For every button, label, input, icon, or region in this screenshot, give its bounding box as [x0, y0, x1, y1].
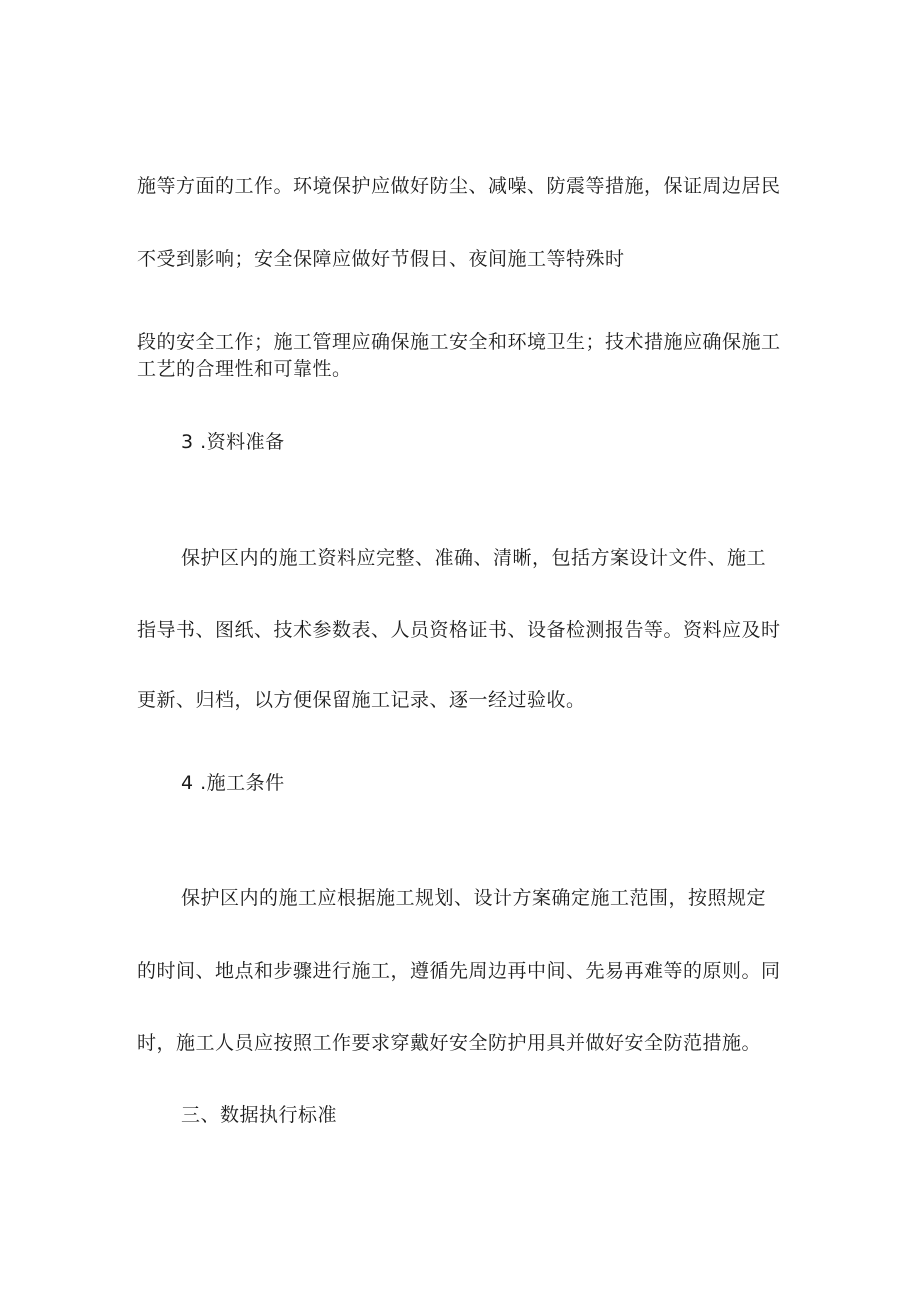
section-heading-3: 3 .资料准备 [181, 431, 285, 453]
paragraph-line: 时，施工人员应按照工作要求穿戴好安全防护用具并做好安全防范措施。 [137, 1032, 762, 1054]
paragraph-line: 更新、归档，以方便保留施工记录、逐一经过验收。 [137, 689, 586, 711]
paragraph-line: 不受到影响；安全保障应做好节假日、夜间施工等特殊时 [137, 248, 625, 270]
paragraph-line: 施等方面的工作。环境保护应做好防尘、减噪、防震等措施，保证周边居民 [137, 175, 781, 197]
chapter-heading-3: 三、数据执行标准 [181, 1104, 338, 1126]
paragraph-line: 工艺的合理性和可靠性。 [137, 358, 352, 380]
paragraph-line: 保护区内的施工资料应完整、准确、清晰，包括方案设计文件、施工 [181, 547, 767, 569]
paragraph-line: 段的安全工作；施工管理应确保施工安全和环境卫生；技术措施应确保施工 [137, 331, 781, 353]
section-heading-4: 4 .施工条件 [181, 772, 285, 794]
paragraph-line: 保护区内的施工应根据施工规划、设计方案确定施工范围，按照规定 [181, 887, 767, 909]
paragraph-line: 指导书、图纸、技术参数表、人员资格证书、设备检测报告等。资料应及时 [137, 619, 781, 641]
paragraph-line: 的时间、地点和步骤进行施工，遵循先周边再中间、先易再难等的原则。同 [137, 960, 781, 982]
